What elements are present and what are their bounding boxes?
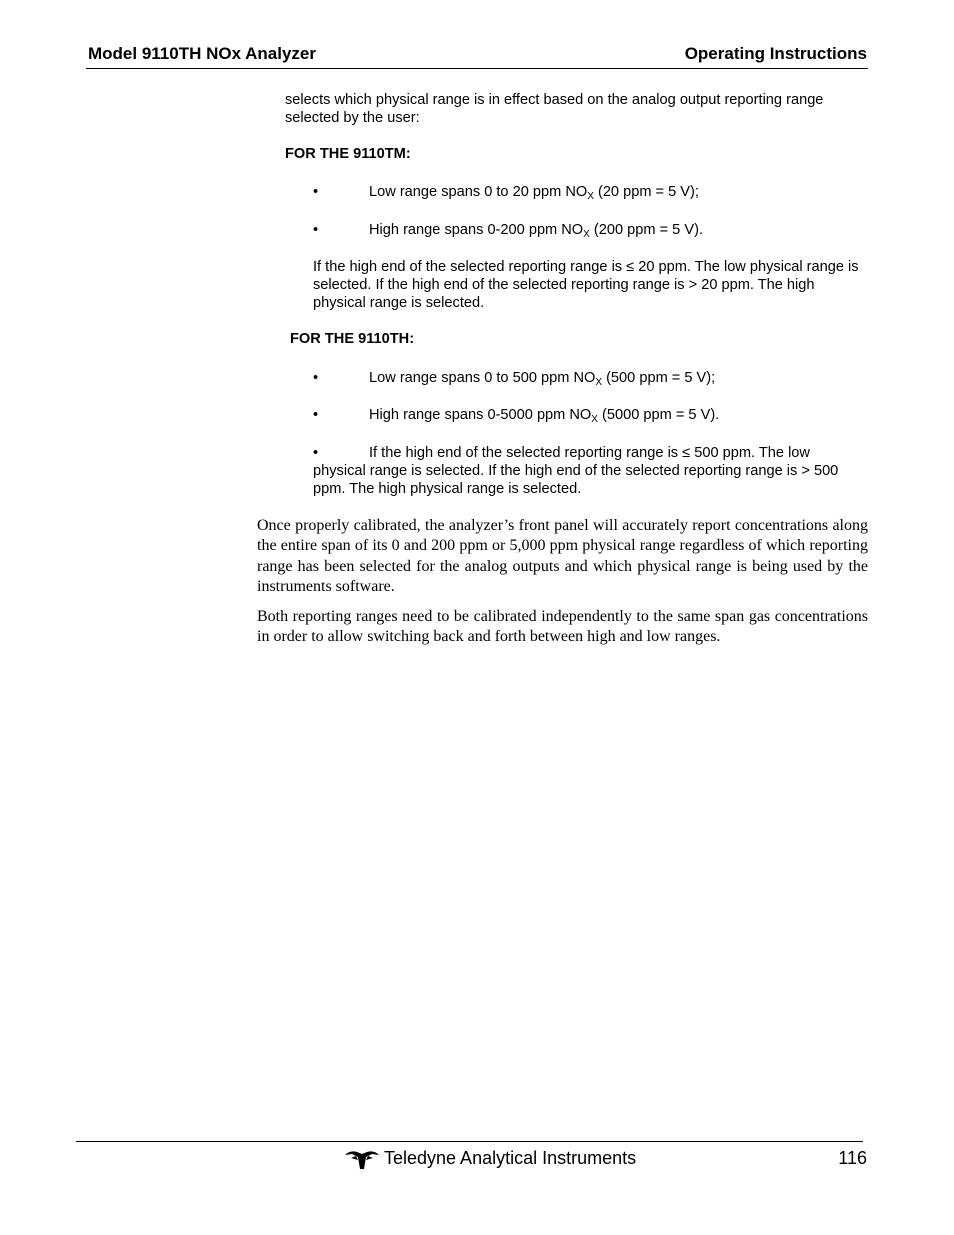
tm-bullet-low (313, 183, 699, 206)
tm-note: If the high end of the selected reporting range is ≤ 20 ppm. The low physical range is selected. If the high end of the selected reporting range is > 20 ppm. The high physical range is selected. (313, 259, 859, 312)
intro-paragraph: selects which physical range is in effect based on the analog output reporting range selected by the user: (285, 92, 824, 127)
bullet-text-tail: (20 ppm = 5 V); (593, 184, 699, 200)
bullet-text-tail: (5000 ppm = 5 V). (597, 407, 720, 423)
th-note: If the high end of the selected reporting range is ≤ 500 ppm. The low physical range is selected. If the high end of the selected reporting range is > 500 ppm. The high physical range is selected. (313, 445, 839, 498)
th-bullet-low (313, 369, 715, 392)
bullet-text-tail: (500 ppm = 5 V); (602, 370, 716, 386)
th-note-bullet (313, 444, 861, 499)
tm-heading: FOR THE 9110TM: (285, 146, 411, 162)
bullet-text: High range spans 0-5000 ppm NO (369, 407, 592, 423)
tm-bullet-high (313, 221, 703, 244)
header-rule (86, 68, 868, 69)
body-paragraph-calibration: Once properly calibrated, the analyzer’s front panel will accurately report concentrations along the entire span of its 0 and 200 ppm or 5,000 ppm physical range regardless of which reporting range has been selected for the analog outputs and which physical range is being used by the instruments software. (257, 517, 868, 596)
footer-rule (76, 1141, 863, 1142)
header-section: Operating Instructions (684, 44, 867, 63)
bullet-text: High range spans 0-200 ppm NO (369, 222, 584, 238)
bullet-glyph: • (313, 222, 319, 238)
bullet-glyph: • (313, 370, 319, 386)
bullet-glyph: • (313, 407, 319, 423)
bullet-glyph: • (313, 184, 319, 200)
subscript: X (595, 377, 603, 388)
teledyne-logo-icon (345, 1149, 379, 1169)
footer-company: Teledyne Analytical Instruments (384, 1148, 637, 1168)
bullet-glyph: • (313, 445, 319, 461)
bullet-text-tail: (200 ppm = 5 V). (589, 222, 704, 238)
subscript: X (583, 229, 590, 240)
bullet-text: Low range spans 0 to 500 ppm NO (369, 370, 596, 386)
subscript: X (587, 191, 594, 202)
body-paragraph-ranges: Both reporting ranges need to be calibrated independently to the same span gas concentrations in order to allow switching back and forth between high and low ranges. (257, 608, 868, 646)
header-title: Model 9110TH NOx Analyzer (88, 44, 317, 63)
th-heading: FOR THE 9110TH: (290, 331, 415, 347)
page-number: 116 (838, 1148, 867, 1168)
th-bullet-high (313, 406, 719, 429)
subscript: X (591, 414, 598, 425)
bullet-text: Low range spans 0 to 20 ppm NO (369, 184, 588, 200)
